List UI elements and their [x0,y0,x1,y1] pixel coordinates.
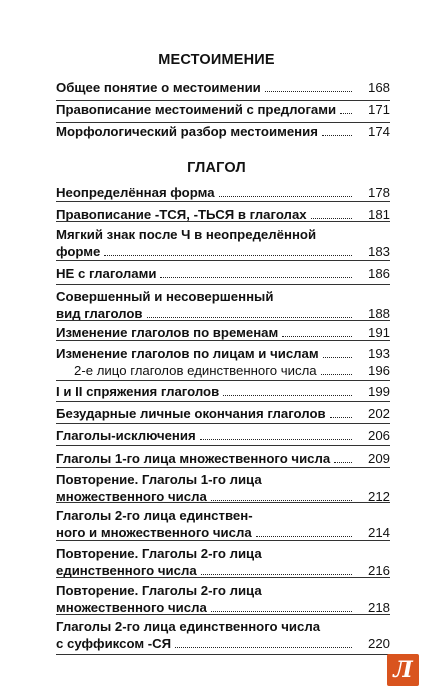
entry-separator [56,260,390,261]
dot-leader [311,217,352,219]
toc-entry-line [74,362,390,379]
toc-entry[interactable] [56,405,390,422]
toc-entry-title: I и II спряжения глаголов [56,384,220,399]
toc-entry-title: форме [56,244,101,259]
toc-entry-line [56,427,390,444]
page-number: 174 [367,124,390,139]
entry-separator [56,502,390,503]
toc-entry[interactable] [56,427,390,444]
toc-entry-title: множественного числа [56,600,207,615]
toc-entry-line [56,184,390,201]
toc-entry[interactable] [56,582,390,616]
toc-entry[interactable] [56,507,390,541]
toc-entry-line [56,288,390,305]
dot-leader [334,461,352,463]
toc-entry-line [56,635,390,652]
toc-entry-title: Изменение глаголов по лицам и числам [56,346,319,361]
toc-entry-title: Изменение глаголов по временам [56,325,279,340]
toc-entry-line [56,345,390,362]
entry-separator [56,201,390,202]
toc-entry-title: Правописание местоимений с предлогами [56,102,337,117]
toc-entry[interactable] [74,362,390,379]
toc-entry-title: Совершенный и несовершенный [56,289,274,304]
dot-leader [323,356,352,358]
toc-entry-title: Глаголы 2-го лица единствен- [56,508,253,523]
toc-entry-line [56,79,390,96]
toc-entry[interactable] [56,324,390,341]
page-number: 178 [367,185,390,200]
toc-entry-line [56,507,390,524]
toc-entry[interactable] [56,288,390,322]
entry-separator [56,614,390,615]
page-number: 214 [367,525,390,540]
toc-entry[interactable] [56,123,390,140]
entry-separator [56,423,390,424]
entry-separator [56,320,390,321]
page-number: 218 [367,600,390,615]
page-number: 193 [367,346,390,361]
toc-entry[interactable] [56,184,390,201]
page-number: 209 [367,451,390,466]
toc-entry-line [56,618,390,635]
dot-leader [160,276,352,278]
dot-leader [104,254,352,256]
page-number: 171 [367,102,390,117]
entry-separator [56,401,390,402]
toc-entry-line [56,243,390,260]
toc-entry-line [56,383,390,400]
entry-separator [56,654,390,655]
section-title-verb: ГЛАГОЛ [187,160,246,176]
dot-leader [175,646,352,648]
toc-entry-title: 2-е лицо глаголов единственного числа [74,363,317,378]
dot-leader [219,195,352,197]
dot-leader [265,90,352,92]
page-number: 181 [367,207,390,222]
dot-leader [223,394,352,396]
toc-entry-line [56,324,390,341]
entry-separator [56,380,390,381]
toc-entry-line [56,123,390,140]
entry-separator [56,467,390,468]
entry-separator [56,122,390,123]
toc-entry[interactable] [56,383,390,400]
toc-entry-title: Глаголы-исключения [56,428,196,443]
toc-entry-line [56,471,390,488]
toc-entry-title: единственного числа [56,563,197,578]
toc-entry-title: Неопределённая форма [56,185,215,200]
dot-leader [201,573,352,575]
page-number: 216 [367,563,390,578]
entry-separator [56,221,390,222]
toc-entry-line [56,226,390,243]
toc-entry-title: Мягкий знак после Ч в неопределённой [56,227,317,242]
dot-leader [147,316,352,318]
toc-entry-line [56,545,390,562]
toc-entry-line [56,524,390,541]
toc-entry[interactable] [56,618,390,652]
logo-letter: Л [393,657,413,683]
toc-entry-line [56,265,390,282]
toc-entry-title: множественного числа [56,489,207,504]
entry-separator [56,100,390,101]
toc-entry-title: Глаголы 2-го лица единственного числа [56,619,321,634]
toc-entry-title: Глаголы 1-го лица множественного числа [56,451,331,466]
dot-leader [322,134,352,136]
toc-entry[interactable] [56,471,390,505]
dot-leader [211,499,352,501]
toc-entry-title: НЕ с глаголами [56,266,157,281]
page-number: 196 [367,363,390,378]
toc-entry-title: Повторение. Глаголы 2-го лица [56,546,262,561]
page-number: 191 [367,325,390,340]
toc-entry-title: Общее понятие о местоимении [56,80,261,95]
page-number: 212 [367,489,390,504]
toc-entry-title: Повторение. Глаголы 2-го лица [56,583,262,598]
toc-entry[interactable] [56,226,390,260]
entry-separator [56,284,390,285]
toc-entry-title: вид глаголов [56,306,143,321]
toc-entry[interactable] [56,345,390,362]
page-number: 183 [367,244,390,259]
toc-entry[interactable] [56,545,390,579]
dot-leader [282,335,352,337]
toc-entry-title: ного и множественного числа [56,525,252,540]
toc-entry[interactable] [56,79,390,96]
toc-entry-title: Морфологический разбор местоимения [56,124,318,139]
toc-entry[interactable] [56,101,390,118]
section-title-pronoun: МЕСТОИМЕНИЕ [158,52,275,68]
page-number: 220 [367,636,390,651]
page-number: 168 [367,80,390,95]
dot-leader [211,610,352,612]
toc-entry-title: Повторение. Глаголы 1-го лица [56,472,262,487]
toc-entry-line [56,405,390,422]
publisher-logo [387,654,419,686]
toc-entry-line [56,450,390,467]
dot-leader [200,438,352,440]
toc-entry[interactable] [56,450,390,467]
entry-separator [56,540,390,541]
toc-entry-line [56,101,390,118]
toc-entry-line [56,582,390,599]
page-number: 199 [367,384,390,399]
dot-leader [330,416,352,418]
entry-separator [56,577,390,578]
page-number: 202 [367,406,390,421]
dot-leader [340,112,352,114]
page-number: 186 [367,266,390,281]
page-number: 206 [367,428,390,443]
toc-entry-title: Правописание -ТСЯ, -ТЬСЯ в глаголах [56,207,307,222]
toc-entry-title: с суффиксом -СЯ [56,636,172,651]
entry-separator [56,445,390,446]
toc-entry[interactable] [56,265,390,282]
dot-leader [256,535,352,537]
page-number: 188 [367,306,390,321]
toc-entry-title: Безударные личные окончания глаголов [56,406,326,421]
entry-separator [56,340,390,341]
dot-leader [321,373,352,375]
